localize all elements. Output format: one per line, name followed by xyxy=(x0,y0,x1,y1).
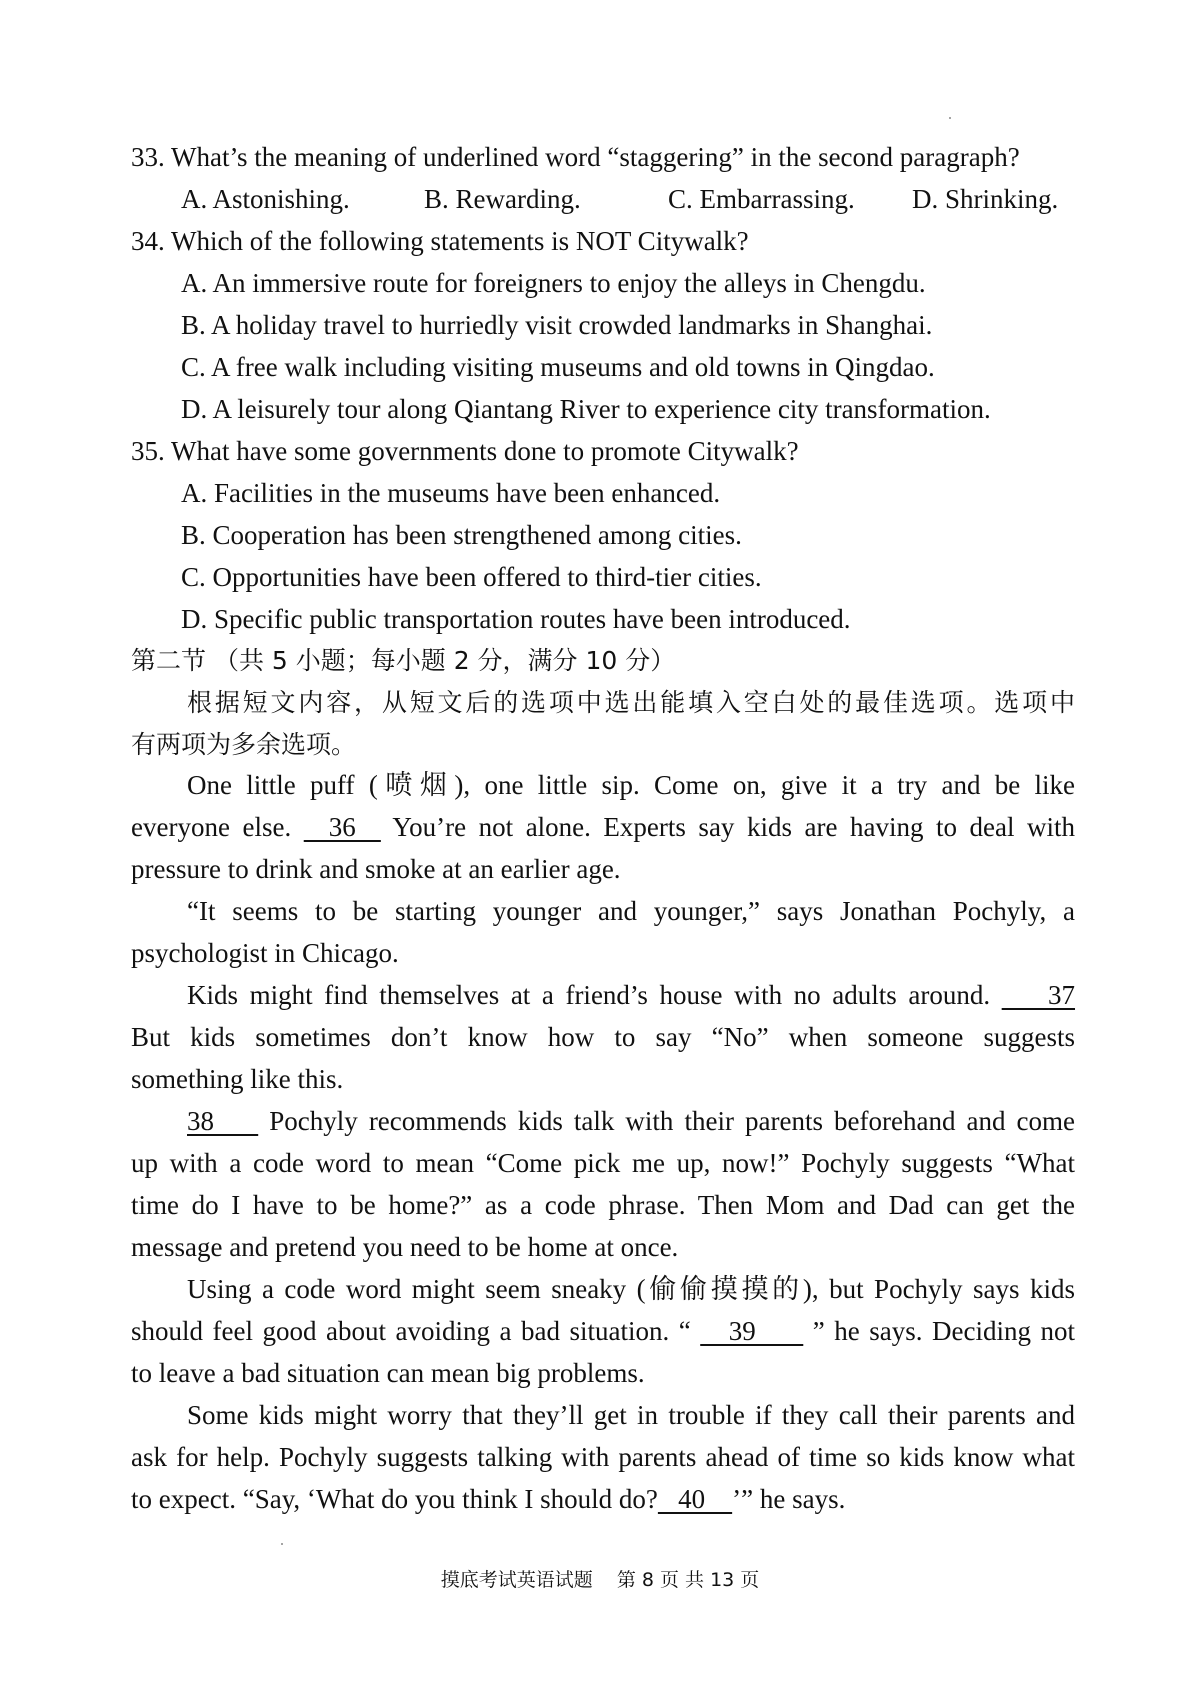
passage-line xyxy=(131,1482,845,1516)
passage-line: to leave a bad situation can mean big problems. xyxy=(131,1358,645,1388)
passage-line xyxy=(187,1104,1075,1138)
passage-line: time do I have to be home?” as a code phrase. Then Mom and Dad can get the xyxy=(131,1190,1075,1220)
option-a: A. Astonishing. xyxy=(181,184,350,214)
passage-line: message and pretend you need to be home at once. xyxy=(131,1232,679,1262)
section-instruction: 根据短文内容，从短文后的选项中选出能填入空白处的最佳选项。选项中 xyxy=(187,688,1075,717)
question-34-option-a: A. An immersive route for foreigners to enjoy the alleys in Chengdu. xyxy=(181,268,926,298)
option-b: B. Rewarding. xyxy=(424,184,581,214)
question-35-option-b: B. Cooperation has been strengthened among cities. xyxy=(181,520,742,550)
passage-line: up with a code word to mean “Come pick me up, now!” Pochyly suggests “What xyxy=(131,1148,1075,1178)
question-35-option-a: A. Facilities in the museums have been enhanced. xyxy=(181,478,721,508)
passage-line: “It seems to be starting younger and younger,” says Jonathan Pochyly, a xyxy=(187,896,1075,926)
passage-line: One little puff (喷烟), one little sip. Come on, give it a try and be like xyxy=(187,770,1075,800)
question-34-option-b: B. A holiday travel to hurriedly visit crowded landmarks in Shanghai. xyxy=(181,310,933,340)
passage-line: ask for help. Pochyly suggests talking with parents ahead of time so kids know what xyxy=(131,1442,1075,1472)
passage-line: Using a code word might seem sneaky (偷偷摸摸的), but Pochyly says kids xyxy=(187,1274,1075,1304)
question-34-option-c: C. A free walk including visiting museums and old towns in Qingdao. xyxy=(181,352,935,382)
option-c: C. Embarrassing. xyxy=(668,184,855,214)
question-35-option-d: D. Specific public transportation routes have been introduced. xyxy=(181,604,851,634)
scan-speck xyxy=(949,117,951,119)
question-33-stem: 33. What’s the meaning of underlined word “staggering” in the second paragraph? xyxy=(131,142,1020,172)
question-35-option-c: C. Opportunities have been offered to third-tier cities. xyxy=(181,562,762,592)
passage-text: Pochyly recommends kids talk with their parents beforehand and come xyxy=(269,1106,1076,1136)
blank-36: 36 xyxy=(303,812,381,842)
passage-line: pressure to drink and smoke at an earlier age. xyxy=(131,854,621,884)
question-35-stem: 35. What have some governments done to promote Citywalk? xyxy=(131,436,799,466)
scan-speck xyxy=(281,1543,283,1545)
blank-38: 38 xyxy=(187,1106,259,1136)
passage-text: ” he says. Deciding not xyxy=(812,1316,1076,1346)
passage-text: to expect. “Say, ‘What do you think I should do? xyxy=(131,1484,658,1514)
page-footer xyxy=(0,1566,1200,1594)
section-instruction: 有两项为多余选项。 xyxy=(131,730,357,759)
passage-text: Kids might find themselves at a friend’s house with no adults around. xyxy=(187,980,991,1010)
passage-line xyxy=(131,810,1075,844)
passage-line: But kids sometimes don’t know how to say “No” when someone suggests xyxy=(131,1022,1075,1052)
blank-39: 39 xyxy=(700,1316,804,1346)
question-34-stem: 34. Which of the following statements is NOT Citywalk? xyxy=(131,226,749,256)
blank-40: 40 xyxy=(657,1484,733,1514)
passage-line: something like this. xyxy=(131,1064,344,1094)
option-d: D. Shrinking. xyxy=(912,184,1059,214)
passage-text: ’” he says. xyxy=(732,1484,846,1514)
question-33-options xyxy=(0,182,1200,216)
passage-line: psychologist in Chicago. xyxy=(131,938,399,968)
passage-text: You’re not alone. Experts say kids are having to deal with xyxy=(392,812,1076,842)
section-heading: 第二节 （共 5 小题；每小题 2 分，满分 10 分） xyxy=(131,646,676,675)
footer-text: 摸底考试英语试题 第 8 页 共 13 页 xyxy=(440,1569,760,1591)
passage-text: everyone else. xyxy=(131,812,292,842)
blank-37: 37 xyxy=(1001,980,1076,1010)
question-34-option-d: D. A leisurely tour along Qiantang River to experience city transformation. xyxy=(181,394,991,424)
passage-text: should feel good about avoiding a bad situation. “ xyxy=(131,1316,691,1346)
passage-line xyxy=(187,978,1075,1012)
passage-line xyxy=(131,1314,1075,1348)
passage-line: Some kids might worry that they’ll get in trouble if they call their parents and xyxy=(187,1400,1075,1430)
